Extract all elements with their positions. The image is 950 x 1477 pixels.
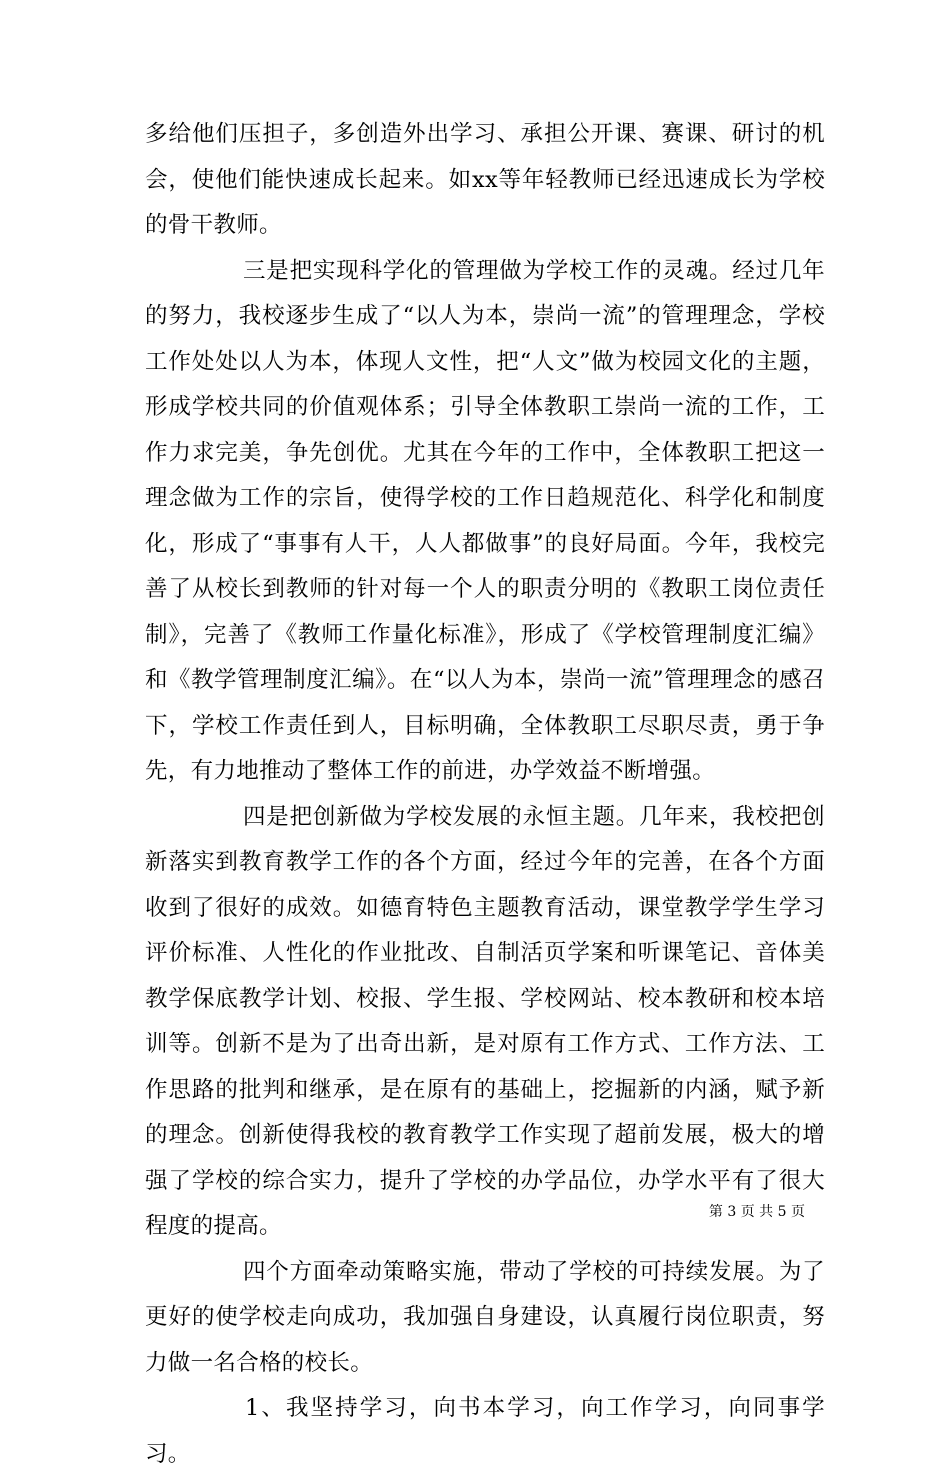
paragraph-innovation: 四是把创新做为学校发展的永恒主题。几年来，我校把创新落实到教育教学工作的各个方面，经过今年的完善，在各个方面收到了很好的成效。如德育特色主题教育活动，课堂教学学生学习评价标准、人性化的作业批改、自制活页学案和听课笔记、音体美教学保底教学计划、校报、学生报、学校网站、校本教研和校本培训等。创新不是为了出奇出新，是对原有工作方式、工作方法、工作思路的批判和继承，是在原有的基础上，挖掘新的内涵，赋予新的理念。创新使得我校的教育教学工作实现了超前发展，极大的增强了学校的综合实力，提升了学校的办学品位，办学水平有了很大程度的提高。 xyxy=(145,803,825,1239)
page-number-footer: 第 3 页 共 5 页 xyxy=(708,1204,805,1220)
paragraph-list-item-1: 1、我坚持学习，向书本学习，向工作学习，向同事学习。 xyxy=(145,1395,825,1467)
paragraph-continuation: 多给他们压担子，多创造外出学习、承担公开课、赛课、研讨的机会，使他们能快速成长起来。如xx等年轻教师已经迅速成长为学校的骨干教师。 xyxy=(145,121,825,238)
document-body xyxy=(145,112,825,1477)
paragraph-management: 三是把实现科学化的管理做为学校工作的灵魂。经过几年的努力，我校逐步生成了“以人为本，崇尚一流”的管理理念，学校工作处处以人为本，体现人文性，把“人文”做为校园文化的主题，形成学校共同的价值观体系；引导全体教职工崇尚一流的工作，工作力求完美，争先创优。尤其在今年的工作中，全体教职工把这一理念做为工作的宗旨，使得学校的工作日趋规范化、科学化和制度化，形成了“事事有人干，人人都做事”的良好局面。今年，我校完善了从校长到教师的针对每一个人的职责分明的《教职工岗位责任制》，完善了《教师工作量化标准》，形成了《学校管理制度汇编》和《教学管理制度汇编》。在“以人为本，崇尚一流”管理理念的感召下，学校工作责任到人，目标明确，全体教职工尽职尽责，勇于争先，有力地推动了整体工作的前进，办学效益不断增强。 xyxy=(145,257,825,784)
paragraph-summary: 四个方面牵动策略实施，带动了学校的可持续发展。为了更好的使学校走向成功，我加强自身建设，认真履行岗位职责，努力做一名合格的校长。 xyxy=(145,1258,825,1376)
